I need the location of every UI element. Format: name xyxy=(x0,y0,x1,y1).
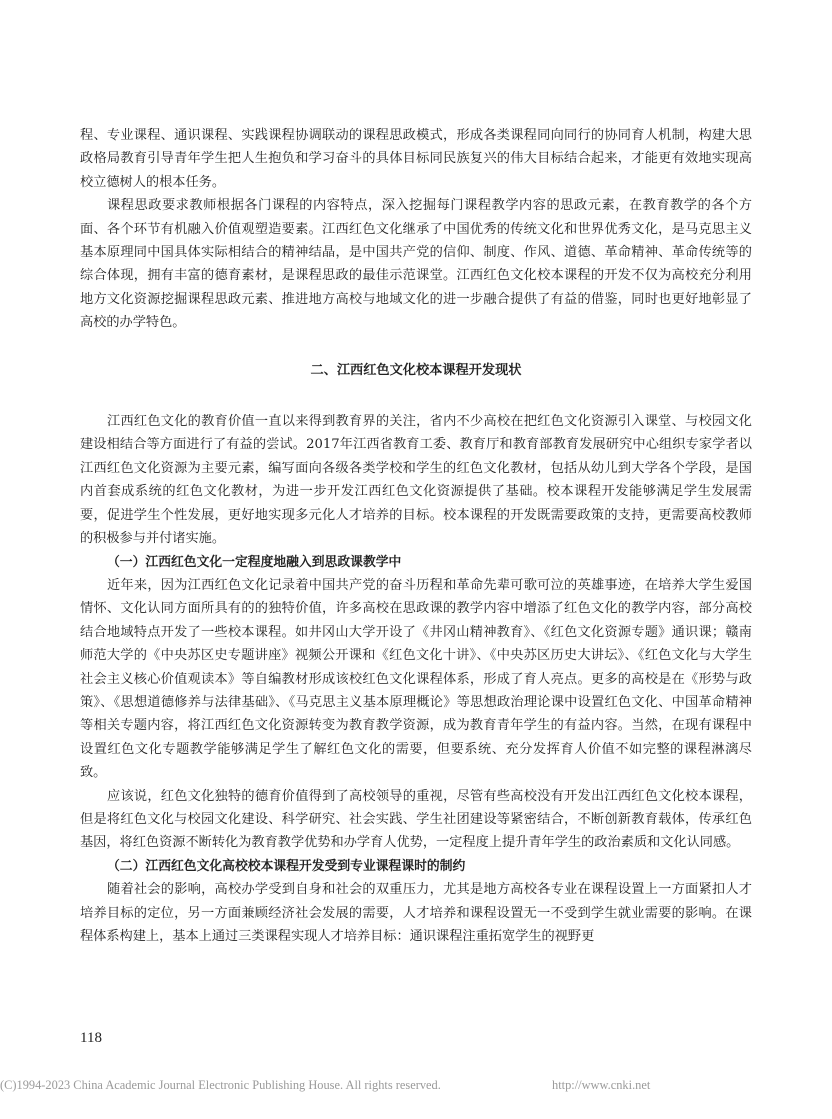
paragraph-course-ideology: 课程思政要求教师根据各门课程的内容特点，深入挖掘每门课程教学内容的思政元素，在教育教学的各个方面、各个环节有机融入价值观塑造要素。江西红色文化继承了中国优秀的传统文化和世界优秀文化，是马克思主义基本原理同中国具体实际相结合的精神结晶，是中国共产党的信仰、制度、作风、道德、革命精神、革命传统等的综合体现，拥有丰富的德育素材，是课程思政的最佳示范课堂。江西红色文化校本课程的开发不仅为高校充分利用地方文化资源挖掘课程思政元素、推进地方高校与地域文化的进一步融合提供了有益的借鉴，同时也更好地彰显了高校的办学特色。 xyxy=(80,198,752,331)
subheading-one: （一）江西红色文化一定程度地融入到思政课教学中 xyxy=(107,554,402,570)
paragraph-continuation: 程、专业课程、通识课程、实践课程协调联动的课程思政模式，形成各类课程同向同行的协同育人机制，构建大思政格局教育引导青年学生把人生抱负和学习奋斗的具体目标同民族复兴的伟大目标结合起来，才能更有效地实现高校立德树人的根本任务。 xyxy=(80,128,752,190)
footer xyxy=(0,1078,832,1093)
paragraph-moral-value: 应该说，红色文化独特的德育价值得到了高校领导的重视，尽管有些高校没有开发出江西红色文化校本课程，但是将红色文化与校园文化建设、科学研究、社会实践、学生社团建设等紧密结合，不断创新教育载体，传承红色基因，将红色资源不断转化为教育教学优势和办学育人优势，一定程度上提升青年学生的政治素质和文化认同感。 xyxy=(80,788,752,851)
footer-url-link[interactable]: http://www.cnki.net xyxy=(552,1078,651,1092)
subheading-two: （二）江西红色文化高校校本课程开发受到专业课程课时的制约 xyxy=(107,858,466,874)
section-heading: 二、江西红色文化校本课程开发现状 xyxy=(310,362,522,378)
paragraph-social-influence: 随着社会的影响，高校办学受到自身和社会的双重压力，尤其是地方高校各专业在课程设置上一方面紧扣人才培养目标的定位，另一方面兼顾经济社会发展的需要，人才培养和课程设置无一不受到学生就业需要的影响。在课程体系构建上，基本上通过三类课程实现人才培养目标：通识课程注重拓宽学生的视野更 xyxy=(80,882,752,944)
paragraph-education-value: 江西红色文化的教育价值一直以来得到教育界的关注，省内不少高校在把红色文化资源引入课堂、与校园文化建设相结合等方面进行了有益的尝试。2017年江西省教育工委、教育厅和教育部教育发展研究中心组织专家学者以江西红色文化资源为主要元素，编写面向各级各类学校和学生的红色文化教材，包括从幼儿到大学各个学段，是国内首套成系统的红色文化教材，为进一步开发江西红色文化资源提供了基础。校本课程开发能够满足学生发展需要，促进学生个性发展，更好地实现多元化人才培养的目标。校本课程的开发既需要政策的支持，更需要高校教师的积极参与并付诸实施。 xyxy=(80,414,752,547)
article-body xyxy=(80,124,752,948)
page-number: 118 xyxy=(80,1030,102,1046)
paragraph-recent-years: 近年来，因为江西红色文化记录着中国共产党的奋斗历程和革命先辈可歌可泣的英雄事迹，在培养大学生爱国情怀、文化认同方面所具有的的独特价值，许多高校在思政课的教学内容中增添了红色文化的教学内容，部分高校结合地域特点开发了一些校本课程。如井冈山大学开设了《井冈山精神教育》、《红色文化资源专题》通识课；赣南师范大学的《中央苏区史专题讲座》视频公开课和《红色文化十讲》、《中央苏区历史大讲坛》、《红色文化与大学生社会主义核心价值观读本》等自编教材形成该校红色文化课程体系，形成了育人亮点。更多的高校是在《形势与政策》、《思想道德修养与法律基础》、《马克思主义基本原理概论》等思想政治理论课中设置红色文化、中国革命精神等相关专题内容，将江西红色文化资源转变为教育教学资源，成为教育青年学生的有益内容。当然，在现有课程中设置红色文化专题教学能够满足学生了解红色文化的需要，但要系统、充分发挥育人价值不如完整的课程淋漓尽致。 xyxy=(80,577,752,781)
footer-copyright-text: (C)1994-2023 China Academic Journal Electronic Publishing House. All rights reserved. xyxy=(0,1078,441,1092)
